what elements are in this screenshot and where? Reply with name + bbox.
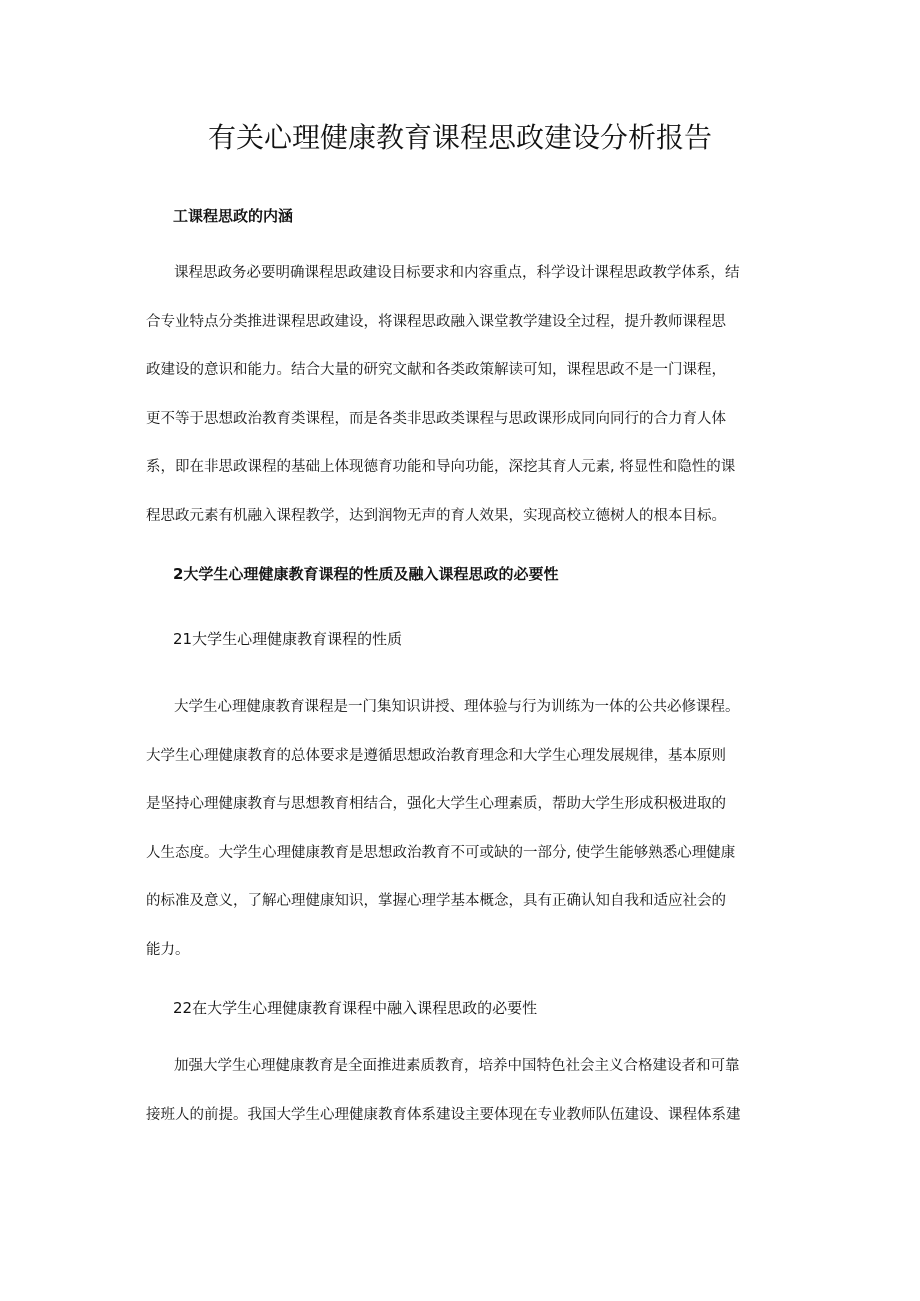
section-1-paragraph (146, 249, 786, 540)
paragraph-line: 系，即在非思政课程的基础上体现德育功能和导向功能，深挖其育人元素, 将显性和隐性的课 (146, 459, 736, 475)
document-title: 有关心理健康教育课程思政建设分析报告 (207, 121, 712, 154)
paragraph-line: 大学生心理健康教育课程是一门集知识讲授、理体验与行为训练为一体的公共必修课程。 (174, 699, 740, 715)
paragraph-line: 是坚持心理健康教育与思想教育相结合，强化大学生心理素质，帮助大学生形成积极进取的 (146, 796, 726, 812)
paragraph-line: 人生态度。大学生心理健康教育是思想政治教育不可或缺的一部分, 使学生能够熟悉心理健康 (146, 844, 736, 861)
paragraph-line: 合专业特点分类推进课程思政建设，将课程思政融入课堂教学建设全过程，提升教师课程思 (146, 313, 726, 330)
paragraph-line: 程思政元素有机融入课程教学，达到润物无声的育人效果，实现高校立德树人的根本目标。 (146, 507, 726, 524)
paragraph-line: 接班人的前提。我国大学生心理健康教育体系建设主要体现在专业教师队伍建设、课程体系建 (146, 1106, 741, 1123)
section-2-1-paragraph (146, 683, 786, 974)
paragraph-line: 加强大学生心理健康教育是全面推进素质教育，培养中国特色社会主义合格建设者和可靠 (174, 1058, 740, 1074)
paragraph-line: 更不等于思想政治教育类课程，而是各类非思政类课程与思政课形成同向同行的合力育人体 (146, 410, 726, 427)
paragraph-line: 大学生心理健康教育的总体要求是遵循思想政治教育理念和大学生心理发展规律，基本原则 (146, 747, 726, 764)
section-2-2-paragraph (146, 1042, 786, 1139)
section-2-heading: 2大学生心理健康教育课程的性质及融入课程思政的必要性 (173, 565, 559, 583)
section-1-heading: 工课程思政的内涵 (173, 207, 294, 225)
section-2-2-heading: 22在大学生心理健康教育课程中融入课程思政的必要性 (173, 999, 538, 1017)
paragraph-line: 政建设的意识和能力。结合大量的研究文献和各类政策解读可知，课程思政不是一门课程， (146, 362, 726, 378)
paragraph-line: 课程思政务必要明确课程思政建设目标要求和内容重点，科学设计课程思政教学体系，结 (174, 265, 740, 281)
paragraph-line: 能力。 (146, 941, 190, 958)
paragraph-line: 的标准及意义，了解心理健康知识，掌握心理学基本概念，具有正确认知自我和适应社会的 (146, 893, 726, 909)
section-2-1-heading: 21大学生心理健康教育课程的性质 (173, 630, 403, 648)
